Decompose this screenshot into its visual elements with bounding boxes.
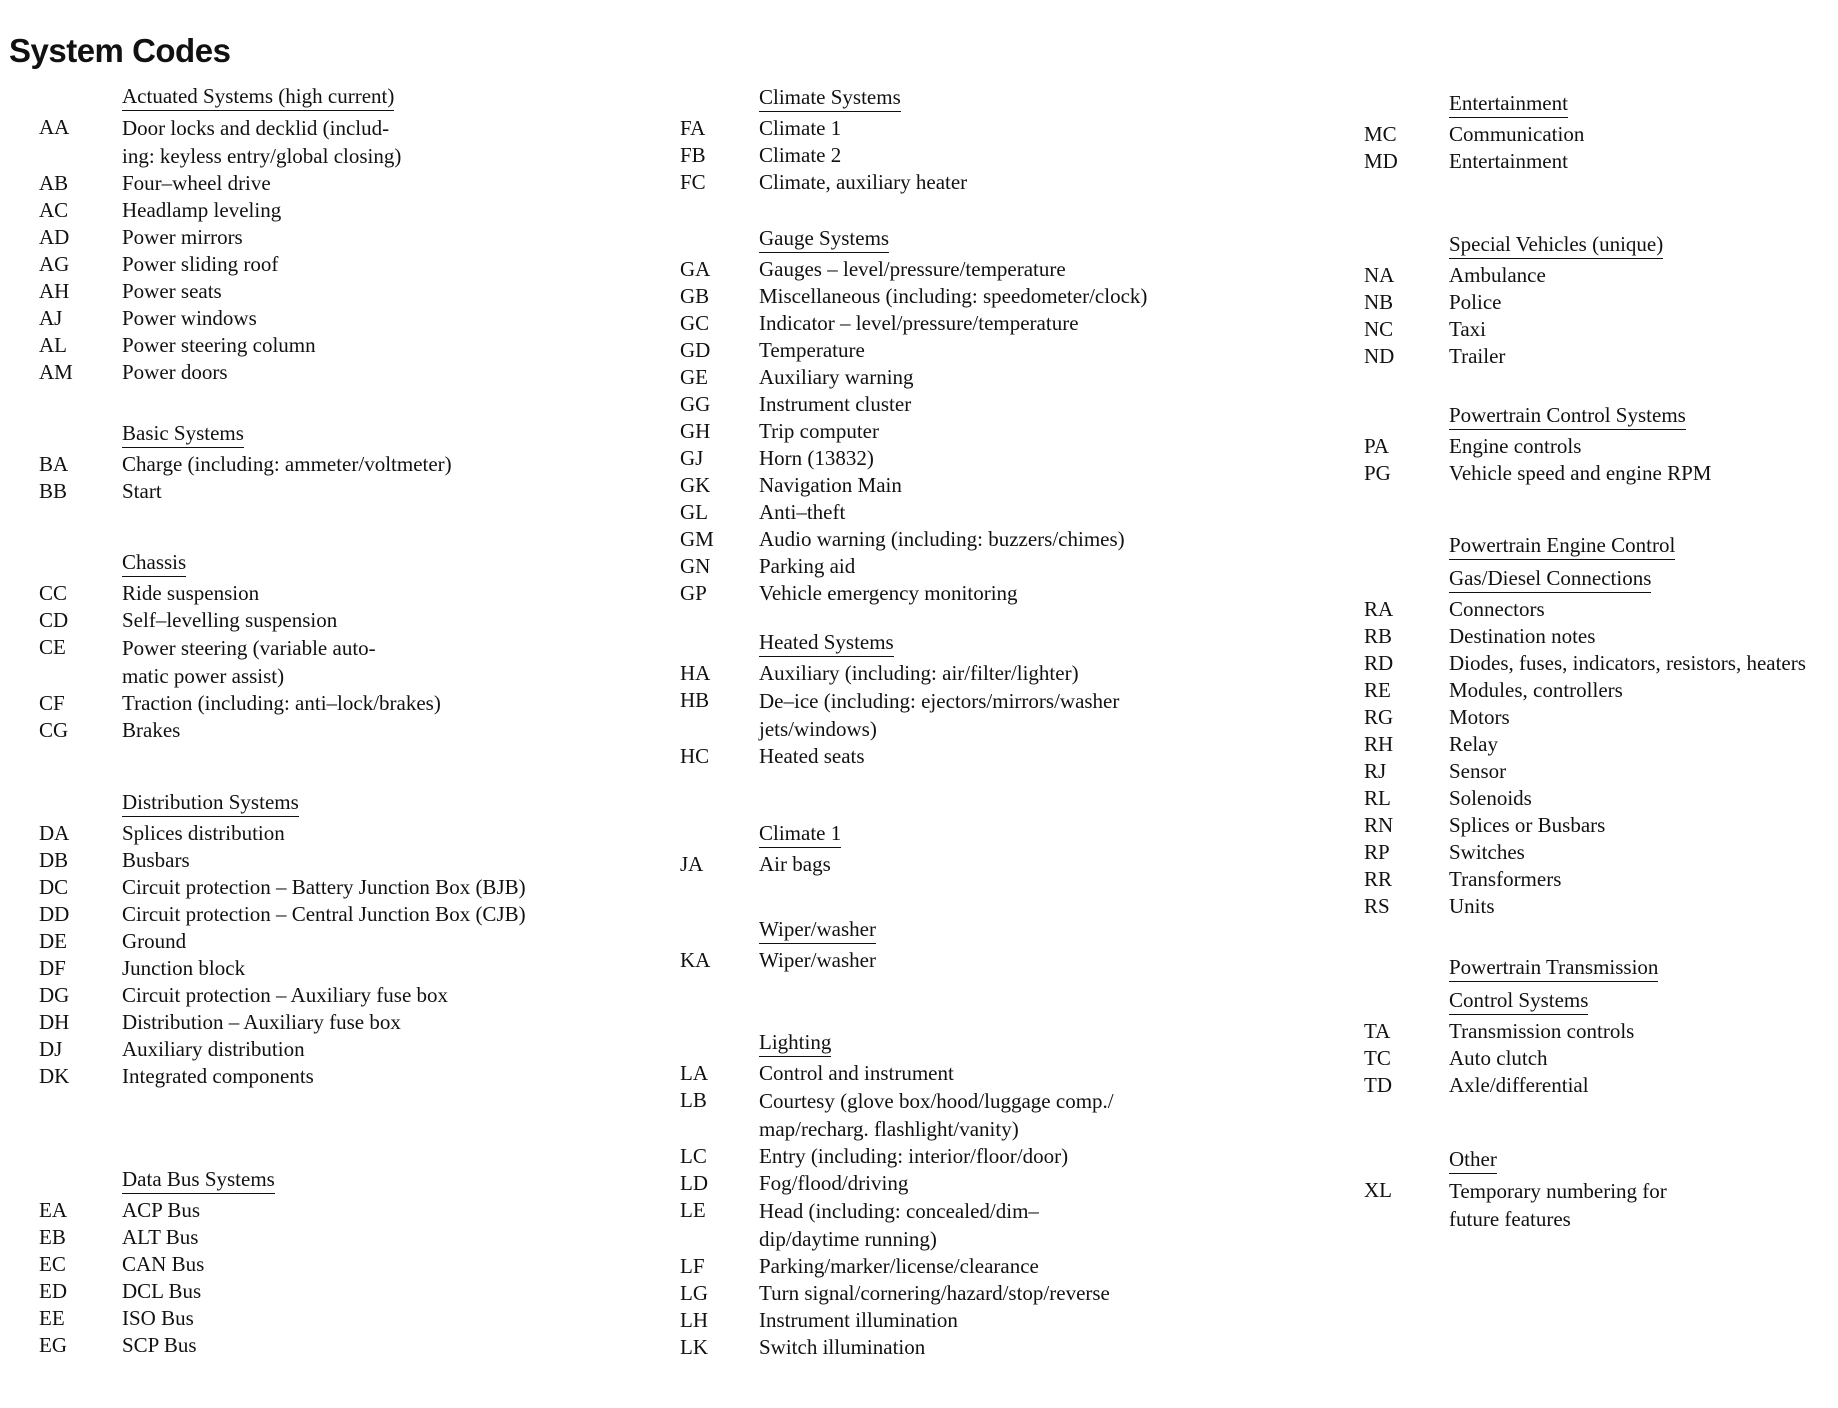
system-code: RH (1364, 732, 1394, 756)
system-description: Power windows (122, 306, 257, 330)
code-row (39, 114, 401, 170)
system-code: TD (1364, 1073, 1392, 1097)
system-description: DCL Bus (122, 1279, 202, 1303)
system-code: LH (680, 1308, 708, 1332)
system-description: Auto clutch (1449, 1046, 1548, 1070)
code-row (680, 947, 876, 974)
code-row (39, 1305, 275, 1332)
system-code: AC (39, 198, 69, 222)
system-description: Entertainment (1449, 149, 1568, 173)
system-code: XL (1364, 1178, 1392, 1202)
code-row (680, 256, 1147, 283)
system-description: Control and instrument (759, 1061, 954, 1085)
system-code: AM (39, 360, 73, 384)
code-row (1364, 758, 1806, 785)
system-code: LG (680, 1281, 708, 1305)
system-description: Wiper/washer (759, 948, 876, 972)
page-title: System Codes (9, 32, 231, 69)
system-description: Climate, auxiliary heater (759, 170, 968, 194)
system-description: Switch illumination (759, 1335, 926, 1359)
system-description: Entry (including: interior/floor/door) (759, 1144, 1069, 1168)
system-code: AH (39, 279, 70, 303)
code-row (39, 278, 401, 305)
system-description: Taxi (1449, 317, 1487, 341)
code-row (1364, 148, 1584, 175)
code-section (39, 1164, 275, 1359)
system-description: Self–levelling suspension (122, 608, 338, 632)
code-row (39, 607, 441, 634)
system-description: Indicator – level/pressure/temperature (759, 311, 1079, 335)
system-code: BA (39, 452, 69, 476)
system-description: Communication (1449, 122, 1585, 146)
system-description: ALT Bus (122, 1225, 199, 1249)
code-row (680, 1334, 1114, 1361)
code-row (680, 142, 967, 169)
system-code: HC (680, 744, 710, 768)
code-row (1364, 731, 1806, 758)
section-heading: Wiper/washer (759, 917, 876, 944)
system-description: Miscellaneous (including: speedometer/clock) (759, 284, 1148, 308)
system-description: Switches (1449, 840, 1525, 864)
system-code: GM (680, 527, 714, 551)
code-row (680, 169, 967, 196)
system-description: Distribution – Auxiliary fuse box (122, 1010, 401, 1034)
system-description: Engine controls (1449, 434, 1582, 458)
code-section (680, 914, 876, 974)
code-row (1364, 704, 1806, 731)
system-description: Power seats (122, 279, 222, 303)
system-description: Navigation Main (759, 473, 902, 497)
system-code: AD (39, 225, 70, 249)
system-description: Ride suspension (122, 581, 260, 605)
code-row (1364, 343, 1663, 370)
system-description: Vehicle speed and engine RPM (1449, 461, 1712, 485)
system-description: Trip computer (759, 419, 879, 443)
section-heading: Lighting (759, 1030, 831, 1057)
system-description: Turn signal/cornering/hazard/stop/reverse (759, 1281, 1110, 1305)
section-heading: Heated Systems (759, 630, 894, 657)
code-row (680, 580, 1147, 607)
code-row (1364, 650, 1806, 677)
system-code: GA (680, 257, 711, 281)
system-code: EE (39, 1306, 65, 1330)
system-description: Junction block (122, 956, 246, 980)
system-description: Destination notes (1449, 624, 1596, 648)
code-row (39, 1251, 275, 1278)
system-code: MC (1364, 122, 1397, 146)
system-description: Motors (1449, 705, 1510, 729)
code-row (39, 1036, 526, 1063)
system-description: Temperature (759, 338, 865, 362)
code-row (1364, 1177, 1667, 1233)
system-description: Integrated components (122, 1064, 314, 1088)
code-row (680, 1143, 1114, 1170)
code-row (1364, 839, 1806, 866)
system-code: PG (1364, 461, 1391, 485)
system-code: LA (680, 1061, 708, 1085)
system-description: Axle/differential (1449, 1073, 1589, 1097)
code-row (680, 743, 1119, 770)
system-description: Climate 1 (759, 116, 842, 140)
system-code: RA (1364, 597, 1394, 621)
code-row (39, 305, 401, 332)
section-heading: Data Bus Systems (122, 1167, 275, 1194)
system-description: Auxiliary warning (759, 365, 914, 389)
code-row (1364, 812, 1806, 839)
code-row (39, 928, 526, 955)
system-description: De–ice (including: ejectors/mirrors/washer jets/windows) (759, 689, 1120, 741)
code-row (39, 332, 401, 359)
system-description: Splices distribution (122, 821, 285, 845)
system-description: Audio warning (including: buzzers/chimes) (759, 527, 1125, 551)
code-section (680, 1027, 1114, 1361)
system-code: EG (39, 1333, 67, 1357)
code-section (680, 627, 1119, 770)
code-row (39, 1009, 526, 1036)
code-row (39, 451, 452, 478)
code-row (39, 1063, 526, 1090)
system-description: Transmission controls (1449, 1019, 1635, 1043)
code-row (680, 687, 1119, 743)
section-heading: Entertainment (1449, 91, 1568, 118)
code-row (680, 472, 1147, 499)
code-row (680, 1197, 1114, 1253)
code-row (680, 283, 1147, 310)
system-description: Charge (including: ammeter/voltmeter) (122, 452, 452, 476)
system-code: HA (680, 661, 711, 685)
code-row (680, 553, 1147, 580)
system-description: Power doors (122, 360, 228, 384)
system-description: Door locks and decklid (includ- ing: keyless entry/global closing) (122, 116, 402, 168)
system-code: EB (39, 1225, 66, 1249)
code-row (39, 170, 401, 197)
system-code: GD (680, 338, 711, 362)
system-code: NB (1364, 290, 1394, 314)
system-code: AJ (39, 306, 63, 330)
system-code: AB (39, 171, 69, 195)
code-row (680, 851, 841, 878)
system-code: RJ (1364, 759, 1387, 783)
system-description: Start (122, 479, 162, 503)
system-code: CF (39, 691, 65, 715)
system-description: Power mirrors (122, 225, 243, 249)
system-code: RB (1364, 624, 1393, 648)
system-code: GL (680, 500, 708, 524)
system-code: FB (680, 143, 706, 167)
system-code: GP (680, 581, 707, 605)
section-heading: Chassis (122, 550, 186, 577)
code-row (680, 526, 1147, 553)
system-description: Modules, controllers (1449, 678, 1623, 702)
system-description: Connectors (1449, 597, 1545, 621)
system-description: Fog/flood/driving (759, 1171, 909, 1195)
system-description: Ground (122, 929, 187, 953)
code-row (680, 115, 967, 142)
code-section (1364, 229, 1663, 370)
system-code: RN (1364, 813, 1394, 837)
code-section (39, 787, 526, 1090)
system-code: LK (680, 1335, 708, 1359)
system-code: EA (39, 1198, 67, 1222)
section-heading: Powertrain Transmission (1449, 955, 1658, 982)
code-section (1364, 88, 1584, 175)
system-description: Temporary numbering for future features (1449, 1179, 1667, 1231)
system-code: KA (680, 948, 711, 972)
system-code: CD (39, 608, 69, 632)
code-section (39, 418, 452, 505)
code-row (680, 1253, 1114, 1280)
system-code: DB (39, 848, 69, 872)
code-row (1364, 893, 1806, 920)
system-code: EC (39, 1252, 66, 1276)
system-code: FA (680, 116, 706, 140)
system-description: ACP Bus (122, 1198, 201, 1222)
code-row (39, 1197, 275, 1224)
code-row (1364, 677, 1806, 704)
system-code: GJ (680, 446, 704, 470)
system-code: LE (680, 1198, 706, 1222)
code-section (1364, 952, 1658, 1099)
system-code: RG (1364, 705, 1394, 729)
code-row (1364, 596, 1806, 623)
system-code: DG (39, 983, 70, 1007)
system-description: Power sliding roof (122, 252, 279, 276)
system-code: NA (1364, 263, 1395, 287)
system-code: JA (680, 852, 704, 876)
system-description: Splices or Busbars (1449, 813, 1606, 837)
system-description: Courtesy (glove box/hood/luggage comp./ map/recharg. flashlight/vanity) (759, 1089, 1114, 1141)
system-code: LF (680, 1254, 705, 1278)
section-heading: Control Systems (1449, 988, 1588, 1015)
system-description: Climate 2 (759, 143, 842, 167)
code-section (39, 547, 441, 744)
system-code: FC (680, 170, 706, 194)
code-row (39, 197, 401, 224)
system-code: ED (39, 1279, 67, 1303)
system-code: GG (680, 392, 711, 416)
system-code: RP (1364, 840, 1390, 864)
system-code: ND (1364, 344, 1395, 368)
system-description: Transformers (1449, 867, 1562, 891)
system-description: Instrument cluster (759, 392, 912, 416)
system-code: TC (1364, 1046, 1391, 1070)
code-row (39, 478, 452, 505)
code-row (39, 955, 526, 982)
code-row (680, 418, 1147, 445)
code-row (39, 717, 441, 744)
system-code: AA (39, 115, 70, 139)
system-code: DC (39, 875, 69, 899)
code-row (39, 359, 401, 386)
section-heading: Climate Systems (759, 85, 901, 112)
system-code: RE (1364, 678, 1391, 702)
system-code: DD (39, 902, 70, 926)
system-description: Busbars (122, 848, 190, 872)
section-heading: Powertrain Engine Control (1449, 533, 1675, 560)
system-code: DA (39, 821, 70, 845)
code-row (680, 364, 1147, 391)
code-section (1364, 1144, 1667, 1233)
system-description: Trailer (1449, 344, 1506, 368)
section-heading: Distribution Systems (122, 790, 299, 817)
system-code: GN (680, 554, 711, 578)
system-code: GH (680, 419, 711, 443)
code-row (680, 660, 1119, 687)
code-row (1364, 316, 1663, 343)
system-description: Auxiliary (including: air/filter/lighter) (759, 661, 1079, 685)
system-code: MD (1364, 149, 1398, 173)
code-row (1364, 623, 1806, 650)
section-heading: Actuated Systems (high current) (122, 84, 394, 111)
code-row (1364, 289, 1663, 316)
code-row (680, 1307, 1114, 1334)
section-heading: Climate 1 (759, 821, 841, 848)
system-code: LC (680, 1144, 707, 1168)
system-description: Instrument illumination (759, 1308, 958, 1332)
code-row (680, 1087, 1114, 1143)
system-code: AL (39, 333, 67, 357)
system-description: Parking/marker/license/clearance (759, 1254, 1039, 1278)
system-code: GB (680, 284, 710, 308)
system-code: HB (680, 688, 710, 712)
code-row (680, 310, 1147, 337)
section-heading: Powertrain Control Systems (1449, 403, 1686, 430)
system-code: DF (39, 956, 66, 980)
code-row (39, 1224, 275, 1251)
system-description: ISO Bus (122, 1306, 194, 1330)
system-description: Relay (1449, 732, 1498, 756)
system-description: Units (1449, 894, 1495, 918)
system-description: Four–wheel drive (122, 171, 271, 195)
code-row (1364, 433, 1711, 460)
system-description: Headlamp leveling (122, 198, 282, 222)
code-row (39, 1278, 275, 1305)
code-row (39, 224, 401, 251)
system-description: Diodes, fuses, indicators, resistors, heaters (1449, 651, 1806, 675)
system-description: Air bags (759, 852, 831, 876)
section-heading: Basic Systems (122, 421, 244, 448)
system-description: Anti–theft (759, 500, 846, 524)
code-row (680, 1060, 1114, 1087)
system-description: Auxiliary distribution (122, 1037, 305, 1061)
system-code: AG (39, 252, 70, 276)
code-row (1364, 1018, 1658, 1045)
system-code: DE (39, 929, 67, 953)
code-row (1364, 1045, 1658, 1072)
system-code: NC (1364, 317, 1394, 341)
code-row (39, 690, 441, 717)
system-description: Solenoids (1449, 786, 1532, 810)
system-description: SCP Bus (122, 1333, 197, 1357)
system-description: Traction (including: anti–lock/brakes) (122, 691, 441, 715)
code-row (39, 901, 526, 928)
system-description: Circuit protection – Battery Junction Box (BJB) (122, 875, 526, 899)
system-description: Brakes (122, 718, 181, 742)
code-section (680, 82, 967, 196)
code-row (1364, 460, 1711, 487)
code-row (39, 847, 526, 874)
system-description: Vehicle emergency monitoring (759, 581, 1018, 605)
code-section (1364, 530, 1806, 920)
system-description: Horn (13832) (759, 446, 874, 470)
system-description: Gauges – level/pressure/temperature (759, 257, 1066, 281)
system-code: DJ (39, 1037, 63, 1061)
system-description: Parking aid (759, 554, 856, 578)
code-section (39, 81, 401, 386)
system-description: Head (including: concealed/dim– dip/daytime running) (759, 1199, 1039, 1251)
code-row (39, 874, 526, 901)
system-description: Police (1449, 290, 1502, 314)
system-code: GE (680, 365, 708, 389)
system-description: Ambulance (1449, 263, 1546, 287)
code-row (1364, 785, 1806, 812)
code-row (680, 1170, 1114, 1197)
system-code: CG (39, 718, 69, 742)
code-row (1364, 1072, 1658, 1099)
code-section (680, 818, 841, 878)
section-heading: Other (1449, 1147, 1497, 1174)
system-description: Circuit protection – Auxiliary fuse box (122, 983, 449, 1007)
system-code: TA (1364, 1019, 1391, 1043)
system-code: RR (1364, 867, 1393, 891)
system-code: RL (1364, 786, 1391, 810)
system-code: GK (680, 473, 711, 497)
section-heading: Gauge Systems (759, 226, 889, 253)
code-section (680, 223, 1147, 607)
code-row (1364, 262, 1663, 289)
code-row (1364, 866, 1806, 893)
code-row (39, 580, 441, 607)
system-code: GC (680, 311, 710, 335)
code-row (1364, 121, 1584, 148)
section-heading: Gas/Diesel Connections (1449, 566, 1651, 593)
system-description: CAN Bus (122, 1252, 205, 1276)
code-row (39, 982, 526, 1009)
code-row (680, 445, 1147, 472)
system-description: Circuit protection – Central Junction Box (CJB) (122, 902, 526, 926)
system-code: DK (39, 1064, 70, 1088)
system-code: DH (39, 1010, 70, 1034)
system-code: LD (680, 1171, 708, 1195)
code-row (680, 391, 1147, 418)
system-description: Sensor (1449, 759, 1507, 783)
system-code: LB (680, 1088, 707, 1112)
system-code: RD (1364, 651, 1394, 675)
system-description: Power steering column (122, 333, 316, 357)
code-row (39, 820, 526, 847)
system-code: RS (1364, 894, 1390, 918)
system-code: CC (39, 581, 68, 605)
code-row (680, 499, 1147, 526)
code-section (1364, 400, 1711, 487)
system-code: BB (39, 479, 68, 503)
code-row (680, 337, 1147, 364)
section-heading: Special Vehicles (unique) (1449, 232, 1663, 259)
system-code: PA (1364, 434, 1389, 458)
code-row (680, 1280, 1114, 1307)
code-row (39, 634, 441, 690)
code-row (39, 1332, 275, 1359)
system-description: Power steering (variable auto- matic power assist) (122, 636, 376, 688)
system-code: CE (39, 635, 66, 659)
system-description: Heated seats (759, 744, 865, 768)
code-row (39, 251, 401, 278)
